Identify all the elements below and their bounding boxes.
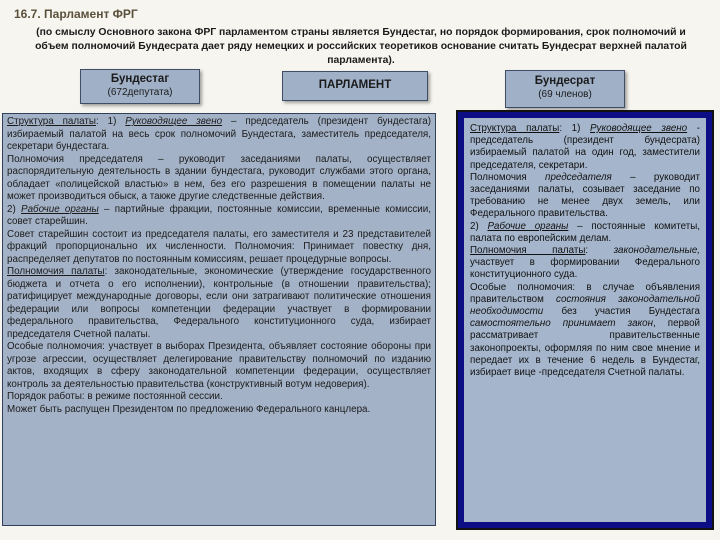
bt-chair-powers: Полномочия председателя – руководит заседаниями палаты, осуществляет распорядительную деятельность в здании бундестага, руководит службами этого органа, обладает «полицейской властью» в нем, без его разрешения в помещении палаты не может производиться обыск, а также другие следственные действия. <box>7 153 431 202</box>
bt-dissolution: Может быть распущен Президентом по предложению Федерального канцлера. <box>7 403 371 415</box>
br-special-b: состояния законодательной необходимости <box>470 293 700 318</box>
bt-elders-council: Совет старейшин состоит из председателя палаты, его заместителя и 23 представителей фракций пропорционально их численности. Полномочия: Принимает повестку дня, распределяет депутатов по постоянным комиссиям, решает процедурные вопросы. <box>7 228 431 265</box>
bundesrat-panel-content <box>464 118 706 522</box>
br-powers-italic: законодательные, <box>613 245 700 257</box>
br-special-g: , первой рассматривает правительственные законопроекты, оформляя по ним свое мнение и передает их в течение 6 недель в Бундестаг, избирает вице -председателя Счетной палаты. <box>470 318 700 379</box>
br-special-f: закон <box>627 318 653 330</box>
br-powers-colon: : <box>585 245 589 257</box>
bundesrat-sub: (69 членов) <box>538 89 592 100</box>
bt-structure <box>7 116 431 154</box>
br-structure <box>470 123 700 172</box>
slide-title: 16.7. Парламент ФРГ <box>14 7 138 21</box>
bt-working-text: – партийные фракции, постоянные комиссии, временные комиссии, совет старейшин. <box>7 203 431 227</box>
bt-working-prefix: 2) <box>7 203 22 215</box>
br-chair-b: председателя <box>545 171 612 183</box>
bundestag-panel <box>2 113 436 526</box>
br-structure-label: Структура палаты <box>470 123 560 134</box>
br-chair-c: – руководит заседаниями палаты, созывает заседание по требованию не менее двух земель, или Федерального правительства. <box>470 171 700 220</box>
bt-structure-mid: : 1) <box>96 116 126 127</box>
bt-powers-text: : законодательные, экономические (утверждение государственного бюджета и отчета о его исполнении), контрольные (в отношении правительства); ратифицирует международные договоры, если они затрагивают политические отношения федерации или вопросы компетенции федерации участвует в формировании федерального правительства, Федерального конституционного суда, избирает председателя Счетной палаты. <box>7 266 431 340</box>
br-working-text: – постоянные комитеты, палата по европейским делам. <box>470 220 701 244</box>
br-chair-a: Полномочия <box>470 171 546 183</box>
bundestag-label: Бундестаг <box>110 73 170 85</box>
bt-working-label: Рабочие органы <box>21 203 99 215</box>
bundesrat-box <box>505 70 625 108</box>
bt-chamber-powers <box>7 266 431 341</box>
br-chair-powers <box>470 172 700 221</box>
br-special-e <box>616 318 628 329</box>
parliament-label: ПАРЛАМЕНТ <box>318 79 392 91</box>
bt-lead-label: Руководящее звено <box>125 116 223 127</box>
bundesrat-panel <box>456 110 714 530</box>
br-working-label: Рабочие органы <box>487 220 569 232</box>
bundestag-box <box>80 69 200 104</box>
bt-special-powers: Особые полномочия: участвует в выборах Президента, объявляет состояние обороны при угрозе агрессии, осуществляет делегирование правительству полномочий по изданию актов, входящих в сферу законодательной компетенции федерации, осуществляет контроль за деятельностью правительства (конструктивный вотум недоверия). <box>7 341 431 390</box>
br-special-c: без участия Бундестага <box>543 306 700 318</box>
bundesrat-label: Бундесрат <box>534 75 596 87</box>
br-structure-mid: : 1) <box>559 123 591 134</box>
bt-working-bodies <box>7 204 431 229</box>
intro-text: (по смыслу Основного закона ФРГ парламентом страны является Бундестаг, но порядок формирования, срок полномочий и объем полномочий Бундесрата дает ряду немецких и российских теоретиков основание считать Бундесрат верхней палатой парламента). <box>35 27 687 66</box>
bt-powers-label: Полномочия палаты <box>7 266 105 277</box>
bt-lead-text: – председатель (президент бундестага) избираемый палатой на весь срок полномочий Бундестага, заместитель председателя, секретари бундестага. <box>7 116 431 152</box>
br-chamber-powers <box>470 245 700 282</box>
br-special-powers <box>470 282 700 380</box>
bt-structure-label: Структура палаты <box>7 116 96 127</box>
br-powers-label: Полномочия палаты <box>470 245 586 257</box>
br-special-d: самостоятельно принимает <box>470 318 616 330</box>
bt-work-order: Порядок работы: в режиме постоянной сессии. <box>7 391 223 402</box>
bundestag-sub: (672депутата) <box>107 87 173 98</box>
parliament-box <box>282 71 428 101</box>
br-working-prefix: 2) <box>470 220 488 232</box>
br-powers-text: участвует в формировании Федерального конституционного суда. <box>470 257 700 281</box>
br-working-bodies <box>470 221 700 245</box>
br-special-a: Особые полномочия: в случае объявления правительством <box>470 281 700 305</box>
br-lead-label: Руководящее звено <box>590 123 688 134</box>
br-lead-text: - председатель (президент бундесрата) избираемый палатой на один год, заместители председателя, секретари. <box>470 123 701 171</box>
